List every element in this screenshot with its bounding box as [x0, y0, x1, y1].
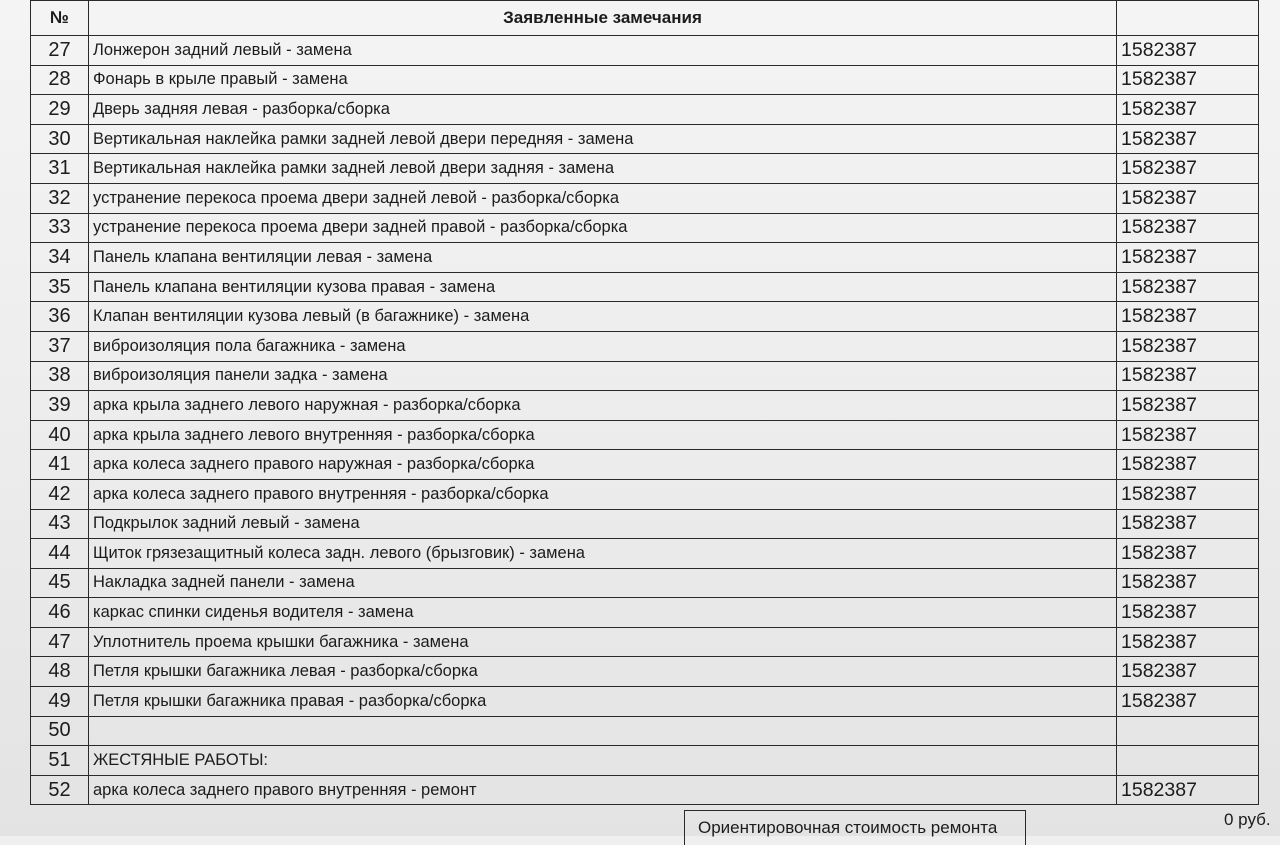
- table-row: [31, 331, 1259, 361]
- row-description: каркас спинки сиденья водителя - замена: [89, 598, 1117, 628]
- row-number: 35: [31, 272, 89, 302]
- row-number: 45: [31, 568, 89, 598]
- row-number: 27: [31, 36, 89, 66]
- row-code: [1117, 716, 1259, 746]
- row-code: 1582387: [1117, 479, 1259, 509]
- header-number: №: [31, 1, 89, 36]
- row-description: арка колеса заднего правого наружная - разборка/сборка: [89, 450, 1117, 480]
- table-row: [31, 183, 1259, 213]
- estimate-label: Ориентировочная стоимость ремонта: [698, 818, 998, 837]
- row-description: арка крыла заднего левого наружная - разборка/сборка: [89, 391, 1117, 421]
- row-description: устранение перекоса проема двери задней правой - разборка/сборка: [89, 213, 1117, 243]
- row-number: 34: [31, 243, 89, 273]
- row-code: 1582387: [1117, 65, 1259, 95]
- table-row: [31, 627, 1259, 657]
- row-code: 1582387: [1117, 391, 1259, 421]
- row-number: 50: [31, 716, 89, 746]
- table-row: [31, 539, 1259, 569]
- row-description: арка колеса заднего правого внутренняя - разборка/сборка: [89, 479, 1117, 509]
- row-description: Уплотнитель проема крышки багажника - замена: [89, 627, 1117, 657]
- row-number: 52: [31, 775, 89, 805]
- row-code: 1582387: [1117, 657, 1259, 687]
- table-row: [31, 65, 1259, 95]
- table-row: [31, 657, 1259, 687]
- row-description: Вертикальная наклейка рамки задней левой двери передняя - замена: [89, 124, 1117, 154]
- row-description: Подкрылок задний левый - замена: [89, 509, 1117, 539]
- row-code: 1582387: [1117, 213, 1259, 243]
- row-description: [89, 716, 1117, 746]
- table-row: [31, 154, 1259, 184]
- row-code: 1582387: [1117, 124, 1259, 154]
- row-number: 32: [31, 183, 89, 213]
- row-description: арка крыла заднего левого внутренняя - разборка/сборка: [89, 420, 1117, 450]
- row-number: 33: [31, 213, 89, 243]
- row-code: 1582387: [1117, 627, 1259, 657]
- row-code: [1117, 746, 1259, 776]
- row-code: 1582387: [1117, 95, 1259, 125]
- row-number: 38: [31, 361, 89, 391]
- table-row: [31, 479, 1259, 509]
- row-number: 36: [31, 302, 89, 332]
- row-code: 1582387: [1117, 687, 1259, 717]
- row-number: 30: [31, 124, 89, 154]
- row-number: 42: [31, 479, 89, 509]
- row-description: Щиток грязезащитный колеса задн. левого (брызговик) - замена: [89, 539, 1117, 569]
- row-description: Лонжерон задний левый - замена: [89, 36, 1117, 66]
- row-code: 1582387: [1117, 775, 1259, 805]
- row-code: 1582387: [1117, 598, 1259, 628]
- row-description: виброизоляция пола багажника - замена: [89, 331, 1117, 361]
- row-description: Вертикальная наклейка рамки задней левой двери задняя - замена: [89, 154, 1117, 184]
- row-description: Накладка задней панели - замена: [89, 568, 1117, 598]
- row-code: 1582387: [1117, 509, 1259, 539]
- table-row: [31, 746, 1259, 776]
- row-code: 1582387: [1117, 331, 1259, 361]
- row-number: 43: [31, 509, 89, 539]
- row-code: 1582387: [1117, 154, 1259, 184]
- row-number: 49: [31, 687, 89, 717]
- header-remarks: Заявленные замечания: [89, 1, 1117, 36]
- table-row: [31, 361, 1259, 391]
- row-number: 37: [31, 331, 89, 361]
- row-description: устранение перекоса проема двери задней левой - разборка/сборка: [89, 183, 1117, 213]
- footer: [0, 808, 1280, 836]
- row-number: 29: [31, 95, 89, 125]
- row-number: 48: [31, 657, 89, 687]
- row-description: ЖЕСТЯНЫЕ РАБОТЫ:: [89, 746, 1117, 776]
- row-number: 40: [31, 420, 89, 450]
- row-number: 41: [31, 450, 89, 480]
- table-row: [31, 302, 1259, 332]
- row-description: Панель клапана вентиляции левая - замена: [89, 243, 1117, 273]
- table-row: [31, 716, 1259, 746]
- table-row: [31, 420, 1259, 450]
- table-row: [31, 243, 1259, 273]
- header-code: [1117, 1, 1259, 36]
- table-row: [31, 687, 1259, 717]
- table-body: [31, 36, 1259, 805]
- row-description: Петля крышки багажника левая - разборка/сборка: [89, 657, 1117, 687]
- table-header-row: [31, 1, 1259, 36]
- estimate-value: 0 руб.: [1224, 810, 1271, 829]
- remarks-table: [30, 0, 1259, 805]
- row-number: 46: [31, 598, 89, 628]
- row-description: Фонарь в крыле правый - замена: [89, 65, 1117, 95]
- table-row: [31, 598, 1259, 628]
- row-description: Дверь задняя левая - разборка/сборка: [89, 95, 1117, 125]
- table-row: [31, 391, 1259, 421]
- row-description: Петля крышки багажника правая - разборка/сборка: [89, 687, 1117, 717]
- row-code: 1582387: [1117, 243, 1259, 273]
- row-code: 1582387: [1117, 450, 1259, 480]
- row-code: 1582387: [1117, 539, 1259, 569]
- row-number: 31: [31, 154, 89, 184]
- table-row: [31, 272, 1259, 302]
- row-code: 1582387: [1117, 302, 1259, 332]
- row-number: 28: [31, 65, 89, 95]
- row-description: арка колеса заднего правого внутренняя - ремонт: [89, 775, 1117, 805]
- table-row: [31, 509, 1259, 539]
- row-code: 1582387: [1117, 272, 1259, 302]
- table-row: [31, 124, 1259, 154]
- table-row: [31, 450, 1259, 480]
- row-number: 47: [31, 627, 89, 657]
- row-number: 51: [31, 746, 89, 776]
- row-description: Панель клапана вентиляции кузова правая - замена: [89, 272, 1117, 302]
- row-description: Клапан вентиляции кузова левый (в багажнике) - замена: [89, 302, 1117, 332]
- row-number: 44: [31, 539, 89, 569]
- row-code: 1582387: [1117, 361, 1259, 391]
- row-description: виброизоляция панели задка - замена: [89, 361, 1117, 391]
- row-code: 1582387: [1117, 420, 1259, 450]
- table-row: [31, 95, 1259, 125]
- table-row: [31, 213, 1259, 243]
- row-code: 1582387: [1117, 183, 1259, 213]
- table-row: [31, 568, 1259, 598]
- row-code: 1582387: [1117, 568, 1259, 598]
- row-number: 39: [31, 391, 89, 421]
- table-row: [31, 36, 1259, 66]
- table-row: [31, 775, 1259, 805]
- row-code: 1582387: [1117, 36, 1259, 66]
